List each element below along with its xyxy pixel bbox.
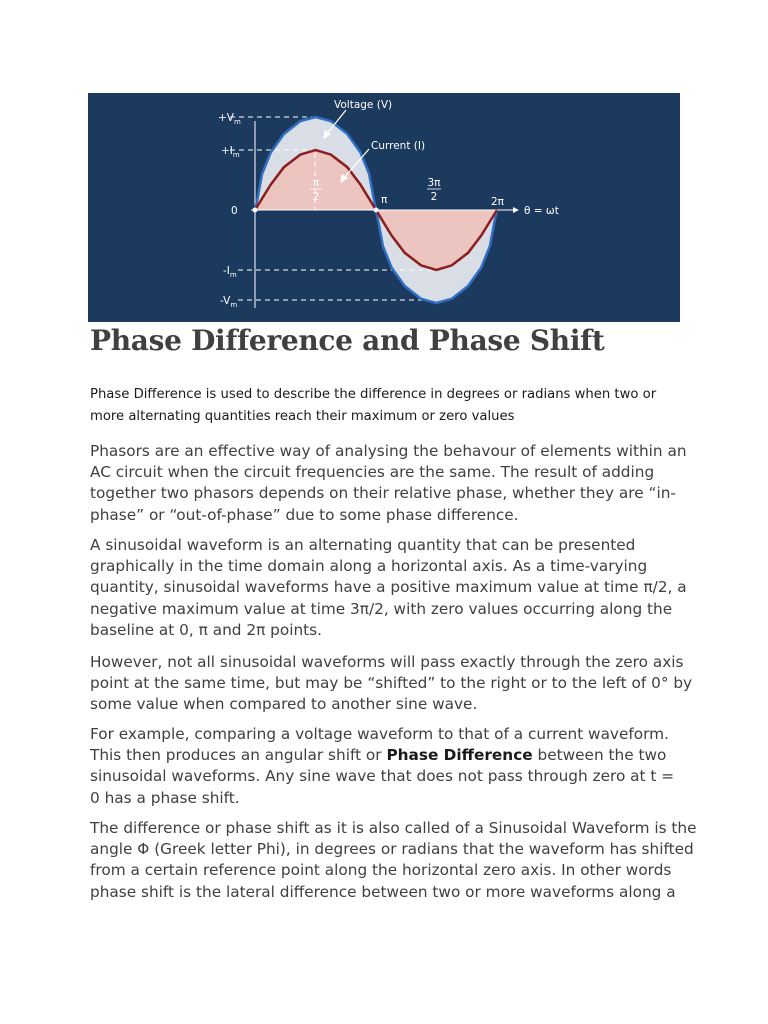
paragraph-line: A sinusoidal waveform is an alternating quantity that can be presented (90, 536, 636, 554)
vmax-pos-label: $+V_m$ (218, 112, 241, 126)
current-label: Current (I) (371, 140, 426, 152)
paragraph-line (90, 745, 690, 766)
three-pi-half-denominator: 2 (430, 191, 438, 203)
pi-dot (374, 208, 379, 213)
paragraph-line: quantity, sinusoidal waveforms have a positive maximum value at time π/2, a (90, 578, 687, 597)
paragraph-line: some value when compared to another sine wave. (90, 695, 478, 714)
paragraph-line: The difference or phase shift as it is also called of a Sinusoidal Waveform is the (90, 819, 697, 837)
origin-dot (253, 208, 258, 213)
paragraph-line: negative maximum value at time 3π/2, with zero values occurring along the (90, 599, 673, 618)
zero-label: 0 (231, 205, 238, 217)
paragraph-phasors (90, 441, 690, 526)
paragraph-line: AC circuit when the circuit frequencies are the same. The result of adding (90, 463, 655, 482)
sine-waveform-diagram (88, 93, 680, 322)
page-title: Phase Difference and Phase Shift (90, 324, 605, 357)
paragraph-sinusoidal (90, 535, 690, 641)
summary-text (90, 384, 680, 428)
axis-arrow-head (513, 207, 519, 213)
paragraph-shifted (90, 652, 693, 716)
paragraph-line: baseline at 0, π and 2π points. (90, 620, 322, 639)
paragraph-line: phase shift is the lateral difference between two or more waveforms along a (90, 882, 676, 901)
paragraph-line: For example, comparing a voltage waveform to that of a current waveform. (90, 725, 669, 743)
summary-line: Phase Difference is used to describe the difference in degrees or radians when two or (90, 387, 657, 402)
paragraph-line: However, not all sinusoidal waveforms will pass exactly through the zero axis (90, 653, 684, 671)
theta-axis-label: θ = ωt (524, 205, 559, 217)
paragraph-line: point at the same time, but may be “shifted” to the right or to the left of 0° by (90, 674, 693, 693)
vmax-neg-label: $-V_m$ (220, 295, 238, 309)
paragraph-line: graphically in the time domain along a horizontal axis. As a time-varying (90, 557, 648, 576)
paragraph-line: angle Φ (Greek letter Phi), in degrees or radians that the waveform has shifted (90, 840, 694, 859)
paragraph-line: Phasors are an effective way of analysing the behavour of elements within an (90, 442, 687, 460)
imax-pos-label: $+I_m$ (221, 145, 240, 159)
imax-neg-label: $-I_m$ (223, 265, 237, 279)
three-pi-half-numerator: 3π (427, 177, 441, 189)
paragraph-line: phase” or “out-of-phase” due to some phase difference. (90, 505, 519, 524)
paragraph-line: sinusoidal waveforms. Any sine wave that does not pass through zero at t = (90, 767, 675, 786)
pi-half-numerator: π (312, 177, 320, 189)
pi-label: π (381, 194, 388, 206)
paragraph-text: between the two (532, 746, 667, 765)
summary-line: more alternating quantities reach their maximum or zero values (90, 409, 515, 424)
paragraph-line: 0 has a phase shift. (90, 788, 240, 807)
two-pi-label: 2π (491, 196, 505, 208)
pi-half-denominator: 2 (312, 191, 320, 203)
paragraph-line: from a certain reference point along the horizontal zero axis. In other words (90, 861, 672, 880)
paragraph-line: together two phasors depends on their relative phase, whether they are “in- (90, 484, 676, 503)
paragraph-text: This then produces an angular shift or (90, 746, 387, 765)
phase-waveform-figure (88, 93, 680, 322)
paragraph-phase-shift-definition (90, 818, 697, 903)
voltage-label: Voltage (V) (334, 99, 393, 111)
paragraph-example (90, 724, 690, 809)
phase-difference-bold-term: Phase Difference (386, 746, 533, 765)
